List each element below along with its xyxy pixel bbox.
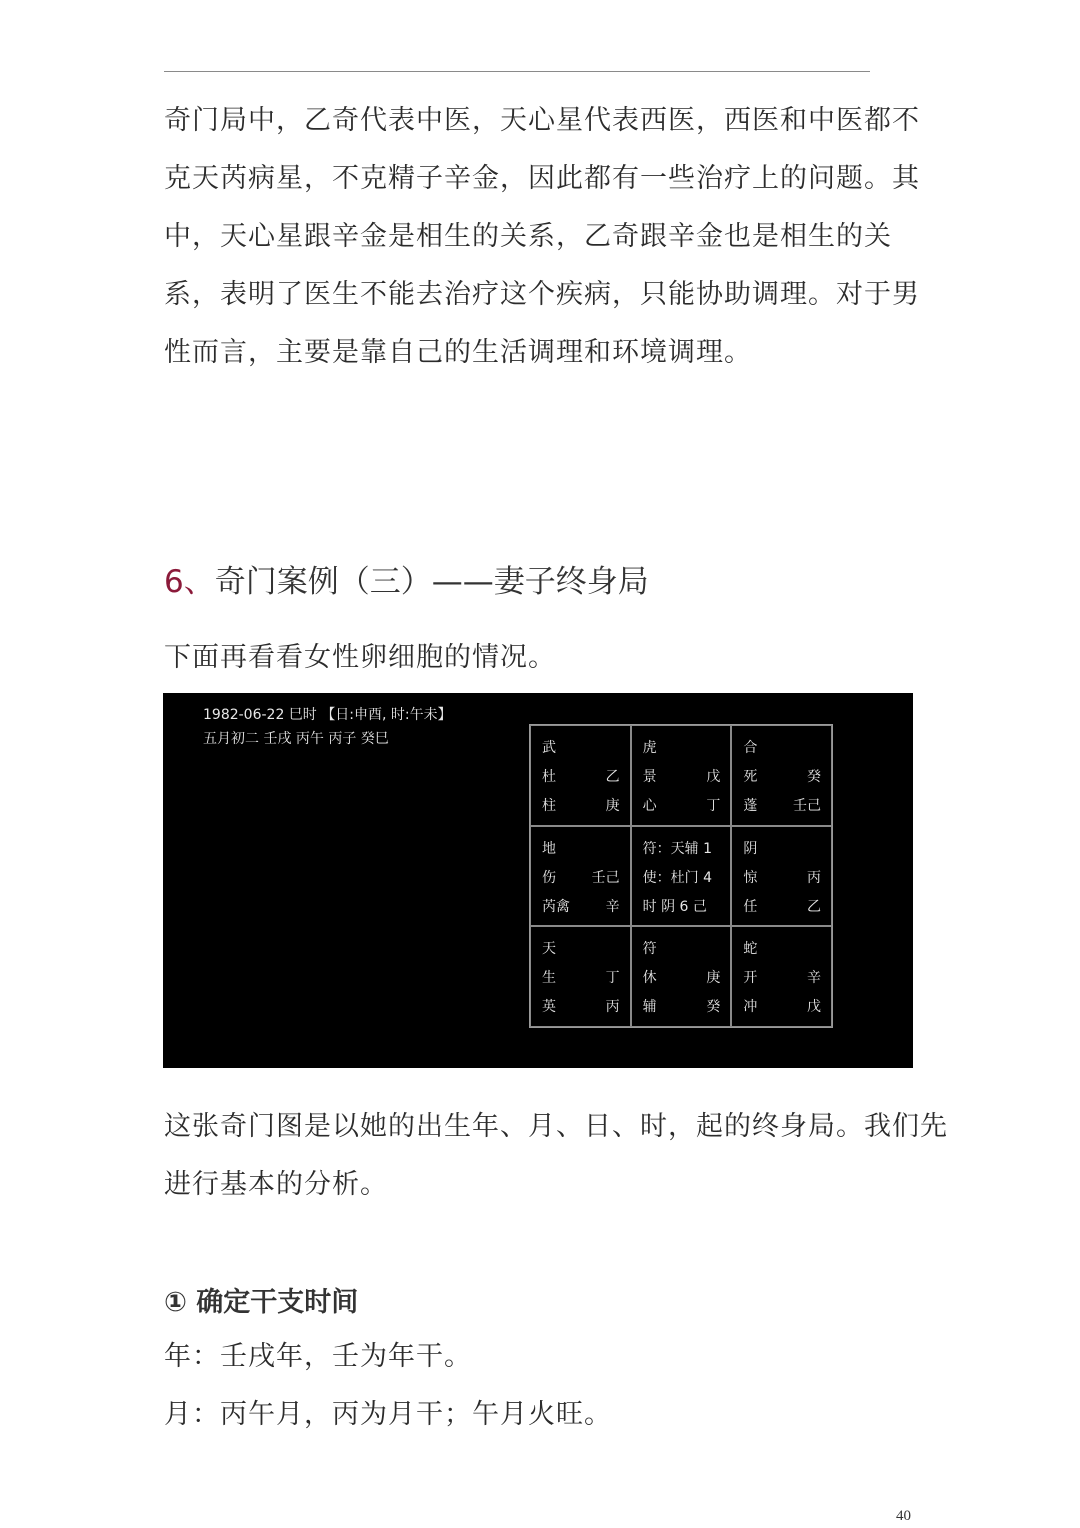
cell-text: 戊 [806, 999, 821, 1016]
section-heading [164, 556, 649, 601]
cell-text: 蛇 [743, 941, 758, 958]
chart-header [203, 703, 452, 751]
text-line: 这张奇门图是以她的出生年、月、日、时，起的终身局。我们先 [164, 1111, 948, 1142]
cell-text: 伤 [542, 869, 556, 886]
section-number: 6、 [164, 564, 215, 600]
cell-text: 柱 [542, 798, 556, 814]
cell-text: 死 [743, 769, 758, 785]
cell-text: 符 [642, 941, 657, 958]
palace-cell [631, 725, 732, 826]
palace-cell [631, 926, 732, 1027]
cell-text: 蓬 [743, 798, 758, 814]
cell-text: 丙 [806, 869, 821, 886]
cell-text: 戊 [706, 769, 721, 785]
text-line: 月：丙午月，丙为月干；午月火旺。 [164, 1399, 612, 1430]
text-line: 系，表明了医生不能去治疗这个疾病，只能协助调理。对于男 [164, 279, 920, 310]
subheading: ① 确定干支时间 [164, 1287, 359, 1318]
cell-text: 庚 [605, 798, 620, 814]
text-line: 年：壬戌年，壬为年干。 [164, 1341, 472, 1372]
cell-text: 丙 [605, 999, 620, 1016]
cell-text: 天 [542, 941, 556, 958]
cell-text: 冲 [743, 999, 758, 1016]
qimen-chart-image [163, 693, 913, 1068]
text-line: 克天芮病星，不克精子辛金，因此都有一些治疗上的问题。其 [164, 163, 920, 194]
cell-text: 虎 [642, 740, 657, 756]
analysis-paragraph [164, 1098, 948, 1214]
cell-text: 开 [743, 970, 758, 987]
top-rule [164, 71, 870, 72]
cell-text: 壬己 [591, 869, 620, 886]
cell-text: 时 阴 6 己 [642, 898, 707, 915]
cell-text: 休 [642, 970, 657, 987]
text-line: 下面再看看女性卵细胞的情况。 [164, 642, 556, 673]
nine-palace-grid [529, 724, 833, 1028]
cell-text: 辛 [605, 898, 620, 915]
palace-cell [530, 926, 631, 1027]
chart-header-ganzhi: 五月初二 壬戌 丙午 丙子 癸巳 [203, 731, 389, 747]
palace-cell [530, 725, 631, 826]
cell-text: 武 [542, 740, 556, 756]
ganzhi-lines [164, 1328, 924, 1444]
text-line: 进行基本的分析。 [164, 1169, 388, 1200]
cell-text: 生 [542, 970, 556, 987]
cell-text: 癸 [706, 999, 721, 1016]
lead-paragraph [164, 629, 924, 687]
cell-text: 任 [743, 898, 758, 915]
chart-header-date: 1982-06-22 巳时 【日:申酉, 时:午未】 [203, 707, 452, 723]
cell-text: 阴 [743, 840, 758, 857]
cell-text: 符：天辅 1 [642, 840, 713, 857]
palace-cell [731, 725, 832, 826]
cell-text: 乙 [806, 898, 821, 915]
cell-text: 使：杜门 4 [642, 869, 713, 886]
palace-cell-center [631, 826, 732, 927]
palace-cell [731, 826, 832, 927]
cell-text: 杜 [542, 769, 556, 785]
cell-text: 惊 [743, 869, 758, 886]
page-number: 40 [896, 1508, 911, 1524]
cell-text: 地 [542, 840, 556, 857]
cell-text: 合 [743, 740, 758, 756]
cell-text: 英 [542, 999, 556, 1016]
cell-text: 癸 [806, 769, 821, 785]
section-title: 奇门案例（三）——妻子终身局 [214, 564, 649, 600]
cell-text: 辛 [806, 970, 821, 987]
cell-text: 景 [642, 769, 657, 785]
palace-cell [731, 926, 832, 1027]
palace-cell [530, 826, 631, 927]
cell-text: 芮禽 [542, 898, 570, 915]
cell-text: 壬己 [792, 798, 821, 814]
cell-text: 辅 [642, 999, 657, 1016]
cell-text: 丁 [605, 970, 620, 987]
cell-text: 丁 [706, 798, 721, 814]
cell-text: 乙 [605, 769, 620, 785]
text-line: 性而言，主要是靠自己的生活调理和环境调理。 [164, 337, 752, 368]
intro-paragraph [164, 92, 924, 382]
cell-text: 庚 [706, 970, 721, 987]
cell-text: 心 [642, 798, 657, 814]
text-line: 中，天心星跟辛金是相生的关系，乙奇跟辛金也是相生的关 [164, 221, 892, 252]
text-line: 奇门局中，乙奇代表中医，天心星代表西医，西医和中医都不 [164, 105, 920, 136]
